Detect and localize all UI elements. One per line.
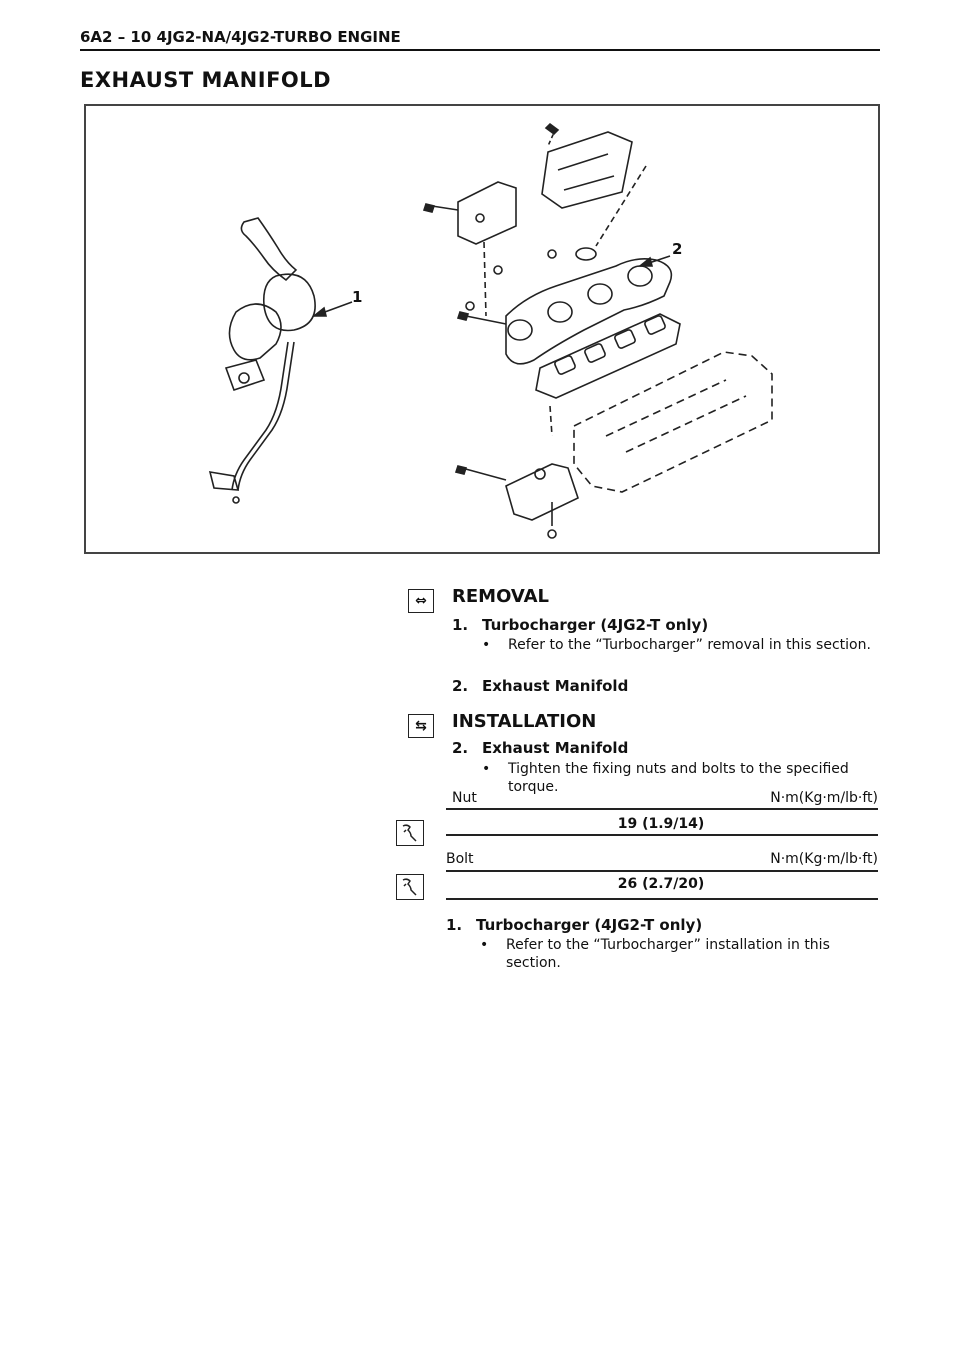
upper-bracket-drawing [424, 182, 516, 316]
torque-nut-bottom-rule [446, 834, 878, 836]
installation-arrows-icon: ⇆ [408, 714, 434, 738]
torque-bolt-top-rule [446, 870, 878, 872]
torque-nut-top-rule [446, 808, 878, 810]
torque-wrench-icon [396, 820, 424, 846]
step-label: Turbocharger (4JG2-T only) [476, 916, 703, 934]
turbocharger-drawing [210, 218, 315, 503]
torque-bolt-unit: N·m(Kg·m/lb·ft) [770, 851, 878, 867]
removal-arrows-icon: ⇔ [408, 589, 434, 613]
exhaust-manifold-diagram [86, 106, 878, 552]
bullet-text: Refer to the “Turbocharger” removal in this section. [508, 637, 871, 653]
removal-step-1-bullet [482, 636, 872, 654]
step-number: 2. [452, 677, 469, 695]
bullet-dot: • [480, 937, 489, 953]
heat-shield-drawing [542, 124, 646, 246]
bullet-text: Tighten the fixing nuts and bolts to the specified torque. [508, 761, 849, 795]
step-number: 1. [446, 916, 463, 934]
removal-title: REMOVAL [452, 586, 549, 607]
exhaust-manifold-drawing [458, 248, 671, 364]
torque-nut-unit: N·m(Kg·m/lb·ft) [770, 790, 878, 806]
bullet-dot: • [482, 637, 491, 653]
step-number: 1. [452, 616, 469, 634]
removal-step-1 [452, 616, 708, 634]
installation-step-1 [446, 916, 702, 934]
page-title: EXHAUST MANIFOLD [80, 68, 332, 92]
bullet-dot: • [482, 761, 491, 777]
lower-bracket-drawing [456, 464, 578, 538]
installation-step-1-bullet [480, 936, 870, 972]
installation-step-2 [452, 739, 628, 757]
torque-bolt-bottom-rule [446, 898, 878, 900]
manifold-gasket-drawing [536, 314, 680, 436]
step-number: 2. [452, 739, 469, 757]
torque-bolt-value: 26 (2.7/20) [617, 876, 705, 892]
torque-nut-value: 19 (1.9/14) [617, 816, 705, 832]
step-label: Turbocharger (4JG2-T only) [482, 616, 709, 634]
header-divider [80, 49, 880, 51]
torque-bolt-label: Bolt [446, 851, 474, 867]
exploded-view-figure [84, 104, 880, 554]
torque-nut-label: Nut [452, 790, 477, 806]
callout-1: 1 [352, 288, 363, 306]
torque-wrench-icon [396, 874, 424, 900]
bullet-text: Refer to the “Turbocharger” installation in this section. [506, 937, 830, 971]
removal-step-2 [452, 677, 628, 695]
callout-2: 2 [672, 240, 683, 258]
installation-title: INSTALLATION [452, 711, 597, 732]
cylinder-head-drawing [574, 352, 772, 492]
step-label: Exhaust Manifold [482, 739, 629, 757]
page-header: 6A2 – 10 4JG2-NA/4JG2-TURBO ENGINE [80, 28, 401, 46]
step-label: Exhaust Manifold [482, 677, 629, 695]
